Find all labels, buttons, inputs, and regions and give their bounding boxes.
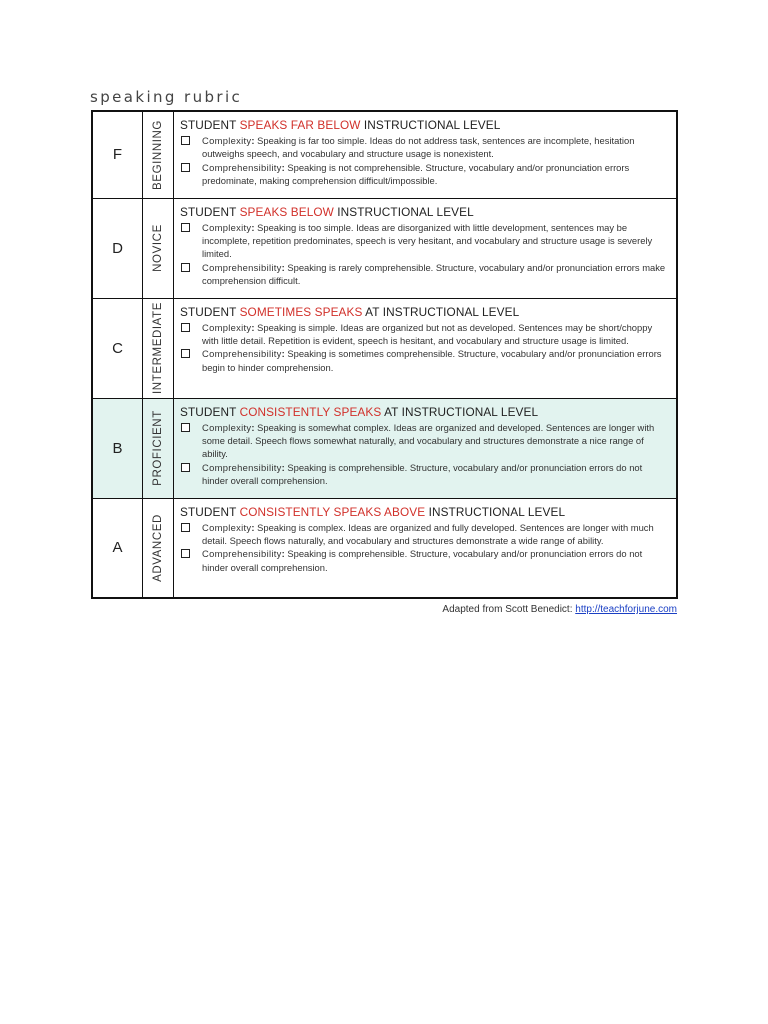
heading-suffix: INSTRUCTIONAL LEVEL <box>360 118 501 132</box>
criterion-complexity: Complexity: Speaking is far too simple. Ideas do not address task, sentences are incomplete, hesitation outweighs speech, and vocabulary and structure usage is nonexistent. <box>180 134 670 161</box>
criterion-label: Comprehensibility <box>202 161 282 173</box>
heading-suffix: INSTRUCTIONAL LEVEL <box>425 504 566 519</box>
heading-suffix: AT INSTRUCTIONAL LEVEL <box>362 304 520 319</box>
criterion-label: Complexity <box>202 521 252 533</box>
level-heading <box>180 405 670 419</box>
heading-prefix: STUDENT <box>180 304 240 319</box>
checkbox[interactable] <box>181 463 190 472</box>
checkbox[interactable] <box>181 323 190 332</box>
level-label: INTERMEDIATE <box>152 302 164 394</box>
criterion-complexity: Complexity: Speaking is too simple. Ideas are disorganized with little development, sentences may be incomplete, repetition predominates, speech is very hesitant, and vocabulary and structure usage is severely limited. <box>180 221 670 261</box>
criterion-label: Comprehensibility <box>202 548 282 560</box>
criterion-label: Complexity <box>202 421 252 433</box>
level-heading <box>180 505 670 519</box>
criterion-label: Comprehensibility <box>202 461 282 473</box>
level-label: BEGINNING <box>152 119 164 190</box>
criterion-comprehensibility: Comprehensibility: Speaking is comprehensible. Structure, vocabulary and/or pronunciation errors do not hinder overall comprehension. <box>180 547 670 574</box>
criterion-text: Speaking is too simple. Ideas are disorganized with little development, sentences may be incomplete, repetition predominates, speech is very hesitant, and vocabulary and structure usage is severely limited. <box>202 221 653 260</box>
criterion-label: Complexity <box>202 321 252 333</box>
checkbox[interactable] <box>181 163 190 172</box>
description-cell <box>174 498 678 598</box>
heading-highlight: SOMETIMES SPEAKS <box>239 304 363 319</box>
heading-prefix: STUDENT <box>180 404 240 419</box>
grade-cell: A <box>92 498 143 598</box>
checkbox[interactable] <box>181 549 190 558</box>
rubric-row-b <box>92 398 677 498</box>
rubric-row-f <box>92 111 677 198</box>
rubric-row-a <box>92 498 677 598</box>
page-title: speaking rubric <box>90 88 243 106</box>
checkbox[interactable] <box>181 423 190 432</box>
heading-highlight: CONSISTENTLY SPEAKS <box>239 404 382 419</box>
level-cell <box>143 298 174 398</box>
criterion-comprehensibility: Comprehensibility: Speaking is rarely comprehensible. Structure, vocabulary and/or pronunciation errors make comprehension difficult. <box>180 261 670 288</box>
grade-cell: F <box>92 111 143 198</box>
criterion-label: Comprehensibility <box>202 348 282 360</box>
rubric-row-d <box>92 198 677 298</box>
heading-prefix: STUDENT <box>180 204 240 219</box>
level-cell <box>143 398 174 498</box>
criterion-text: Speaking is rarely comprehensible. Structure, vocabulary and/or pronunciation errors make comprehension difficult. <box>202 261 666 287</box>
description-cell <box>174 398 678 498</box>
checkbox[interactable] <box>181 223 190 232</box>
heading-prefix: STUDENT <box>180 504 240 519</box>
heading-suffix: INSTRUCTIONAL LEVEL <box>333 204 474 219</box>
checkbox[interactable] <box>181 523 190 532</box>
level-heading <box>180 305 670 319</box>
level-heading <box>180 118 670 132</box>
level-cell <box>143 198 174 298</box>
description-cell <box>174 198 678 298</box>
criterion-text: Speaking is not comprehensible. Structure, vocabulary and/or pronunciation errors predominate, making comprehension difficult/impossible. <box>202 161 630 187</box>
heading-prefix: STUDENT <box>180 118 240 132</box>
criterion-label: Complexity <box>202 221 252 233</box>
criterion-text: Speaking is comprehensible. Structure, vocabulary and/or pronunciation errors do not hinder overall comprehension. <box>202 461 643 487</box>
criterion-text: Speaking is comprehensible. Structure, vocabulary and/or pronunciation errors do not hinder overall comprehension. <box>202 548 643 573</box>
heading-highlight: SPEAKS FAR BELOW <box>239 118 361 132</box>
heading-highlight: CONSISTENTLY SPEAKS ABOVE <box>239 504 426 519</box>
criterion-text: Speaking is complex. Ideas are organized and fully developed. Sentences are longer with much detail. Speech flows naturally, and vocabulary and structures demonstrate a wide range of ability. <box>202 521 654 546</box>
credit-line <box>442 604 677 615</box>
heading-suffix: AT INSTRUCTIONAL LEVEL <box>381 404 539 419</box>
level-label: ADVANCED <box>152 513 164 582</box>
checkbox[interactable] <box>181 136 190 145</box>
level-heading <box>180 205 670 219</box>
criterion-label: Complexity <box>202 135 252 146</box>
credit-text: Adapted from Scott Benedict: <box>442 604 576 615</box>
criterion-complexity: Complexity: Speaking is complex. Ideas are organized and fully developed. Sentences are longer with much detail. Speech flows naturally, and vocabulary and structures demonstrate a wide range of ability. <box>180 521 670 548</box>
criterion-label: Comprehensibility <box>202 261 282 273</box>
criterion-comprehensibility: Comprehensibility: Speaking is comprehensible. Structure, vocabulary and/or pronunciation errors do not hinder overall comprehension. <box>180 461 670 488</box>
criterion-text: Speaking is simple. Ideas are organized but not as developed. Sentences may be short/choppy with little detail. Repetition is evident, speech is hesitant, and vocabulary and structure usage is limited. <box>202 321 653 346</box>
checkbox[interactable] <box>181 349 190 358</box>
level-label: NOVICE <box>152 224 164 272</box>
criterion-comprehensibility: Comprehensibility: Speaking is sometimes comprehensible. Structure, vocabulary and/or pronunciation errors begin to hinder comprehension. <box>180 347 670 374</box>
level-cell <box>143 111 174 198</box>
description-cell <box>174 111 678 198</box>
criterion-text: Speaking is far too simple. Ideas do not address task, sentences are incomplete, hesitation outweighs speech, and vocabulary and structure usage is nonexistent. <box>202 135 635 160</box>
grade-cell: C <box>92 298 143 398</box>
rubric-table <box>91 110 678 599</box>
criterion-complexity: Complexity: Speaking is simple. Ideas are organized but not as developed. Sentences may be short/choppy with little detail. Repetition is evident, speech is hesitant, and vocabulary and structure usage is limited. <box>180 321 670 348</box>
level-cell <box>143 498 174 598</box>
criterion-comprehensibility: Comprehensibility: Speaking is not comprehensible. Structure, vocabulary and/or pronunciation errors predominate, making comprehension difficult/impossible. <box>180 161 670 188</box>
rubric-row-c <box>92 298 677 398</box>
level-label: PROFICIENT <box>152 410 164 486</box>
grade-cell: D <box>92 198 143 298</box>
criterion-text: Speaking is somewhat complex. Ideas are organized and developed. Sentences are longer with some detail. Speech flows somewhat naturally, and vocabulary and structures demonstrate a nice range of ability. <box>202 421 655 460</box>
criterion-text: Speaking is sometimes comprehensible. Structure, vocabulary and/or pronunciation errors begin to hinder comprehension. <box>202 348 662 373</box>
checkbox[interactable] <box>181 263 190 272</box>
description-cell <box>174 298 678 398</box>
heading-highlight: SPEAKS BELOW <box>239 204 334 219</box>
grade-cell: B <box>92 398 143 498</box>
criterion-complexity: Complexity: Speaking is somewhat complex. Ideas are organized and developed. Sentences are longer with some detail. Speech flows somewhat naturally, and vocabulary and structures demonstrate a nice range of ability. <box>180 421 670 461</box>
credit-link[interactable]: http://teachforjune.com <box>575 604 677 615</box>
